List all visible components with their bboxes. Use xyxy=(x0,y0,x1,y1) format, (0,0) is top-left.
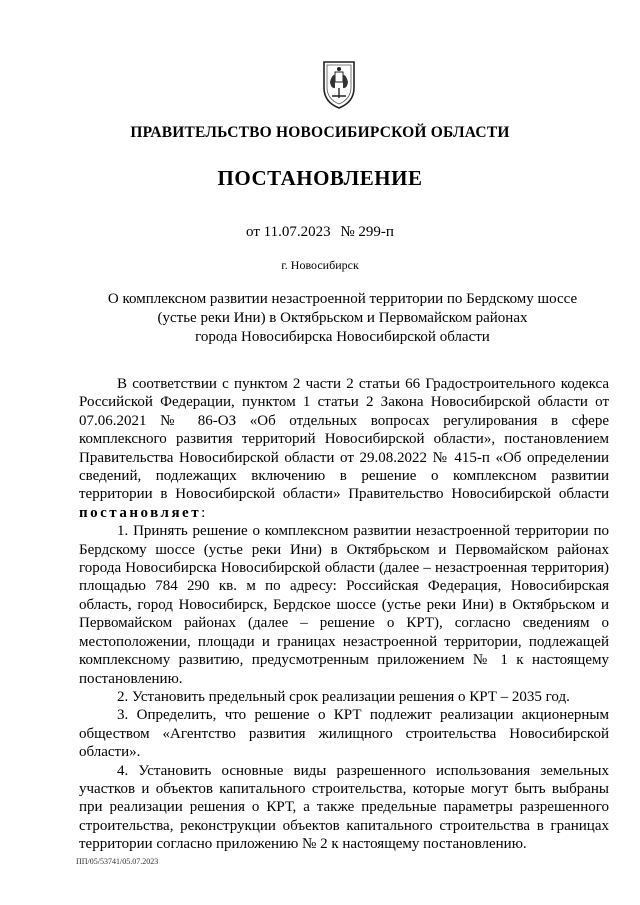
item-paragraph: 3. Определить, что решение о КРТ подлежит реализации акционерным обществом «Агентство развития жилищного строительства Новосибирской области». xyxy=(79,707,609,761)
coat-of-arms-icon xyxy=(318,58,360,110)
preamble-text: В соответствии с пунктом 2 части 2 статьи 66 Градостроительного кодекса Российской Федерации, пунктом 1 статьи 2 Закона Новосибирской области от 07.06.2021 № 86-ОЗ «Об отдельных вопросах регулирования в сфере комплексного развития территорий Новосибирской области», постановлением Правительства Новосибирской области от 29.08.2022 № 415-п «Об определении сведений, подлежащих включению в решение о комплексном развитии территории в Новосибирской области» Правительство Новосибирской области xyxy=(79,376,609,503)
document-title xyxy=(100,290,585,347)
item-paragraph: 2. Установить предельный срок реализации решения о КРТ – 2035 год. xyxy=(117,688,570,705)
preamble-paragraph xyxy=(79,375,609,522)
footer-code: ПП/05/53741/05.07.2023 xyxy=(76,857,159,866)
city-name: г. Новосибирск xyxy=(281,258,359,272)
date-line xyxy=(0,224,640,241)
decree-colon: : xyxy=(201,504,206,521)
title-line: города Новосибирска Новосибирской области xyxy=(195,329,490,345)
document-number: № 299-п xyxy=(340,224,394,240)
item-paragraph: 1. Принять решение о комплексном развитии незастроенной территории по Бердскому шоссе (устье реки Ини) в Октябрьском и Первомайском районах города Новосибирска Новосибирской области (далее – незастроенная территория) площадью 784 290 кв. м по адресу: Российская Федерация, Новосибирская область, город Новосибирск, Бердское шоссе (устье реки Ини) в Октябрьском и Первомайском районах (далее – решение о КРТ), согласно сведениям о местоположении, площади и границах незастроенной территории, подлежащей комплексному развитию, предусмотренным приложением № 1 к настоящему постановлению. xyxy=(79,523,609,687)
document-type: ПОСТАНОВЛЕНИЕ xyxy=(217,166,423,190)
decree-word: постановляет xyxy=(79,504,202,521)
item-paragraph: 4. Установить основные виды разрешенного использования земельных участков и объектов капитального строительства, которые могут быть выбраны при реализации решения о КРТ, а также предельные параметры разрешенного строительства, реконструкции объектов капитального строительства в границах территории согласно приложению № 2 к настоящему постановлению. xyxy=(79,762,609,853)
government-name: ПРАВИТЕЛЬСТВО НОВОСИБИРСКОЙ ОБЛАСТИ xyxy=(130,124,510,141)
document-date: от 11.07.2023 xyxy=(246,224,331,240)
title-line: О комплексном развитии незастроенной территории по Бердскому шоссе xyxy=(107,291,578,307)
title-line: (устье реки Ини) в Октябрьском и Первомайском районах xyxy=(157,310,528,326)
document-body xyxy=(79,375,609,854)
